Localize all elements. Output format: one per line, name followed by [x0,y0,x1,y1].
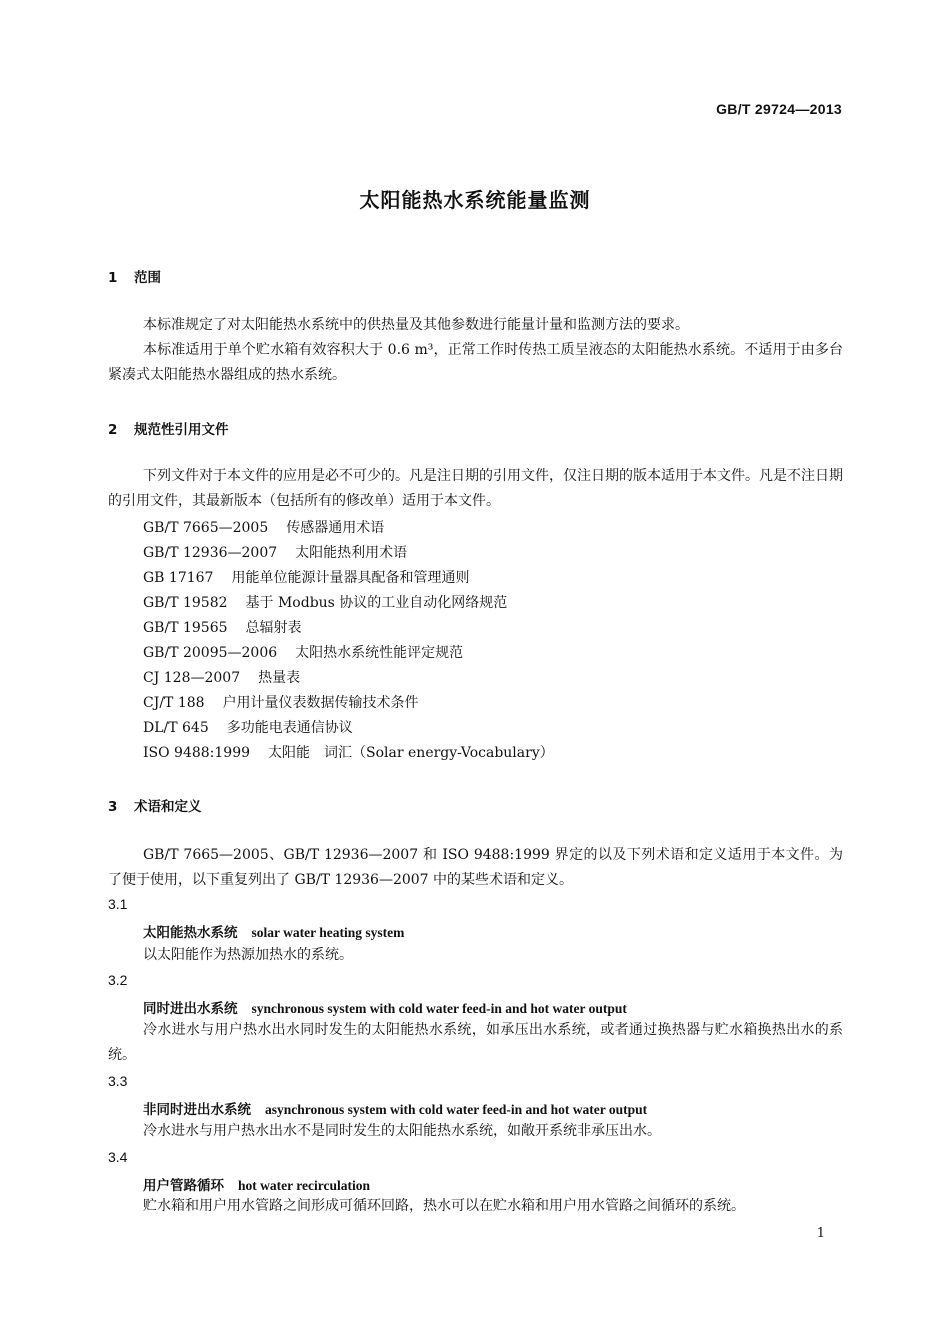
reference-code: CJ 128—2007 [143,670,241,686]
term-definition: 冷水进水与用户热水出水同时发生的太阳能热水系统，如承压出水系统，或者通过换热器与贮水箱换热出水的系统。 [108,1022,843,1063]
term-definition: 贮水箱和用户用水管路之间形成可循环回路，热水可以在贮水箱和用户用水管路之间循环的系统。 [143,1198,745,1214]
term-zh: 太阳能热水系统 [143,925,238,941]
reference-title: 用能单位能源计量器具配备和管理通则 [231,570,470,586]
term-title [143,1098,647,1118]
reference-code: DL/T 645 [143,720,209,736]
reference-code: ISO 9488:1999 [143,745,251,761]
section-title: 术语和定义 [134,799,202,815]
reference-title: 户用计量仪表数据传输技术条件 [222,695,419,711]
reference-item [143,667,300,687]
reference-code: GB/T 12936—2007 [143,545,278,561]
reference-code: GB/T 7665—2005 [143,520,269,536]
reference-title: 基于 Modbus 协议的工业自动化网络规范 [245,595,508,611]
term-number: 3.1 [108,896,128,912]
section-number: 3 [108,799,118,815]
reference-title: 多功能电表通信协议 [226,720,353,736]
reference-item [143,717,353,737]
paragraph: 下列文件对于本文件的应用是必不可少的。凡是注日期的引用文件，仅注日期的版本适用于本文件。凡是不注日期的引用文件，其最新版本（包括所有的修改单）适用于本文件。 [108,468,843,509]
term-en: solar water heating system [251,925,405,940]
reference-title: 太阳能热利用术语 [295,545,408,561]
paragraph: 本标准规定了对太阳能热水系统中的供热量及其他参数进行能量计量和监测方法的要求。 [143,317,689,333]
reference-title: 热量表 [258,670,301,686]
reference-title: 传感器通用术语 [286,520,385,536]
term-number: 3.4 [108,1149,128,1165]
reference-title: 总辐射表 [245,620,302,636]
reference-title: 太阳能 词汇（Solar energy-Vocabulary） [268,745,554,761]
term-en: synchronous system with cold water feed-in and hot water output [251,1001,627,1016]
reference-item [143,642,463,662]
reference-code: GB/T 19582 [143,595,228,611]
term-definition: 以太阳能作为热源加热水的系统。 [143,947,353,963]
term-en: hot water recirculation [238,1178,370,1193]
term-title [143,997,627,1017]
reference-item [143,692,419,712]
term-zh: 同时进出水系统 [143,1001,238,1017]
section-number: 1 [108,270,118,286]
reference-item [143,742,554,762]
paragraph: 本标准适用于单个贮水箱有效容积大于 0.6 m³，正常工作时传热工质呈液态的太阳能热水系统。不适用于由多台紧凑式太阳能热水器组成的热水系统。 [108,342,843,383]
page-number: 1 [816,1226,825,1241]
term-title [143,921,404,941]
term-number: 3.3 [108,1073,128,1089]
term-title [143,1174,370,1194]
term-number: 3.2 [108,972,128,988]
reference-item [143,592,507,612]
reference-title: 太阳热水系统性能评定规范 [295,645,464,661]
reference-item [143,617,302,637]
section-heading-scope [108,266,161,286]
reference-code: GB 17167 [143,570,214,586]
document-title: 太阳能热水系统能量监测 [359,188,591,212]
reference-item [143,517,384,537]
term-definition: 冷水进水与用户热水出水不是同时发生的太阳能热水系统，如敞开系统非承压出水。 [143,1123,661,1139]
reference-item [143,567,469,587]
reference-code: GB/T 19565 [143,620,228,636]
term-zh: 非同时进出水系统 [143,1102,251,1118]
reference-code: GB/T 20095—2006 [143,645,278,661]
section-number: 2 [108,422,118,438]
section-heading-normative-references [108,418,229,438]
term-en: asynchronous system with cold water feed-in and hot water output [265,1102,648,1117]
reference-code: CJ/T 188 [143,695,205,711]
section-title: 范围 [134,270,161,286]
reference-item [143,542,407,562]
standard-code: GB/T 29724—2013 [716,101,842,117]
paragraph: GB/T 7665—2005、GB/T 12936—2007 和 ISO 9488:1999 界定的以及下列术语和定义适用于本文件。为了便于使用，以下重复列出了 GB/T 12936—2007 中的某些术语和定义。 [108,847,843,888]
term-zh: 用户管路循环 [143,1178,224,1194]
section-heading-terms-definitions [108,795,202,815]
section-title: 规范性引用文件 [134,422,229,438]
